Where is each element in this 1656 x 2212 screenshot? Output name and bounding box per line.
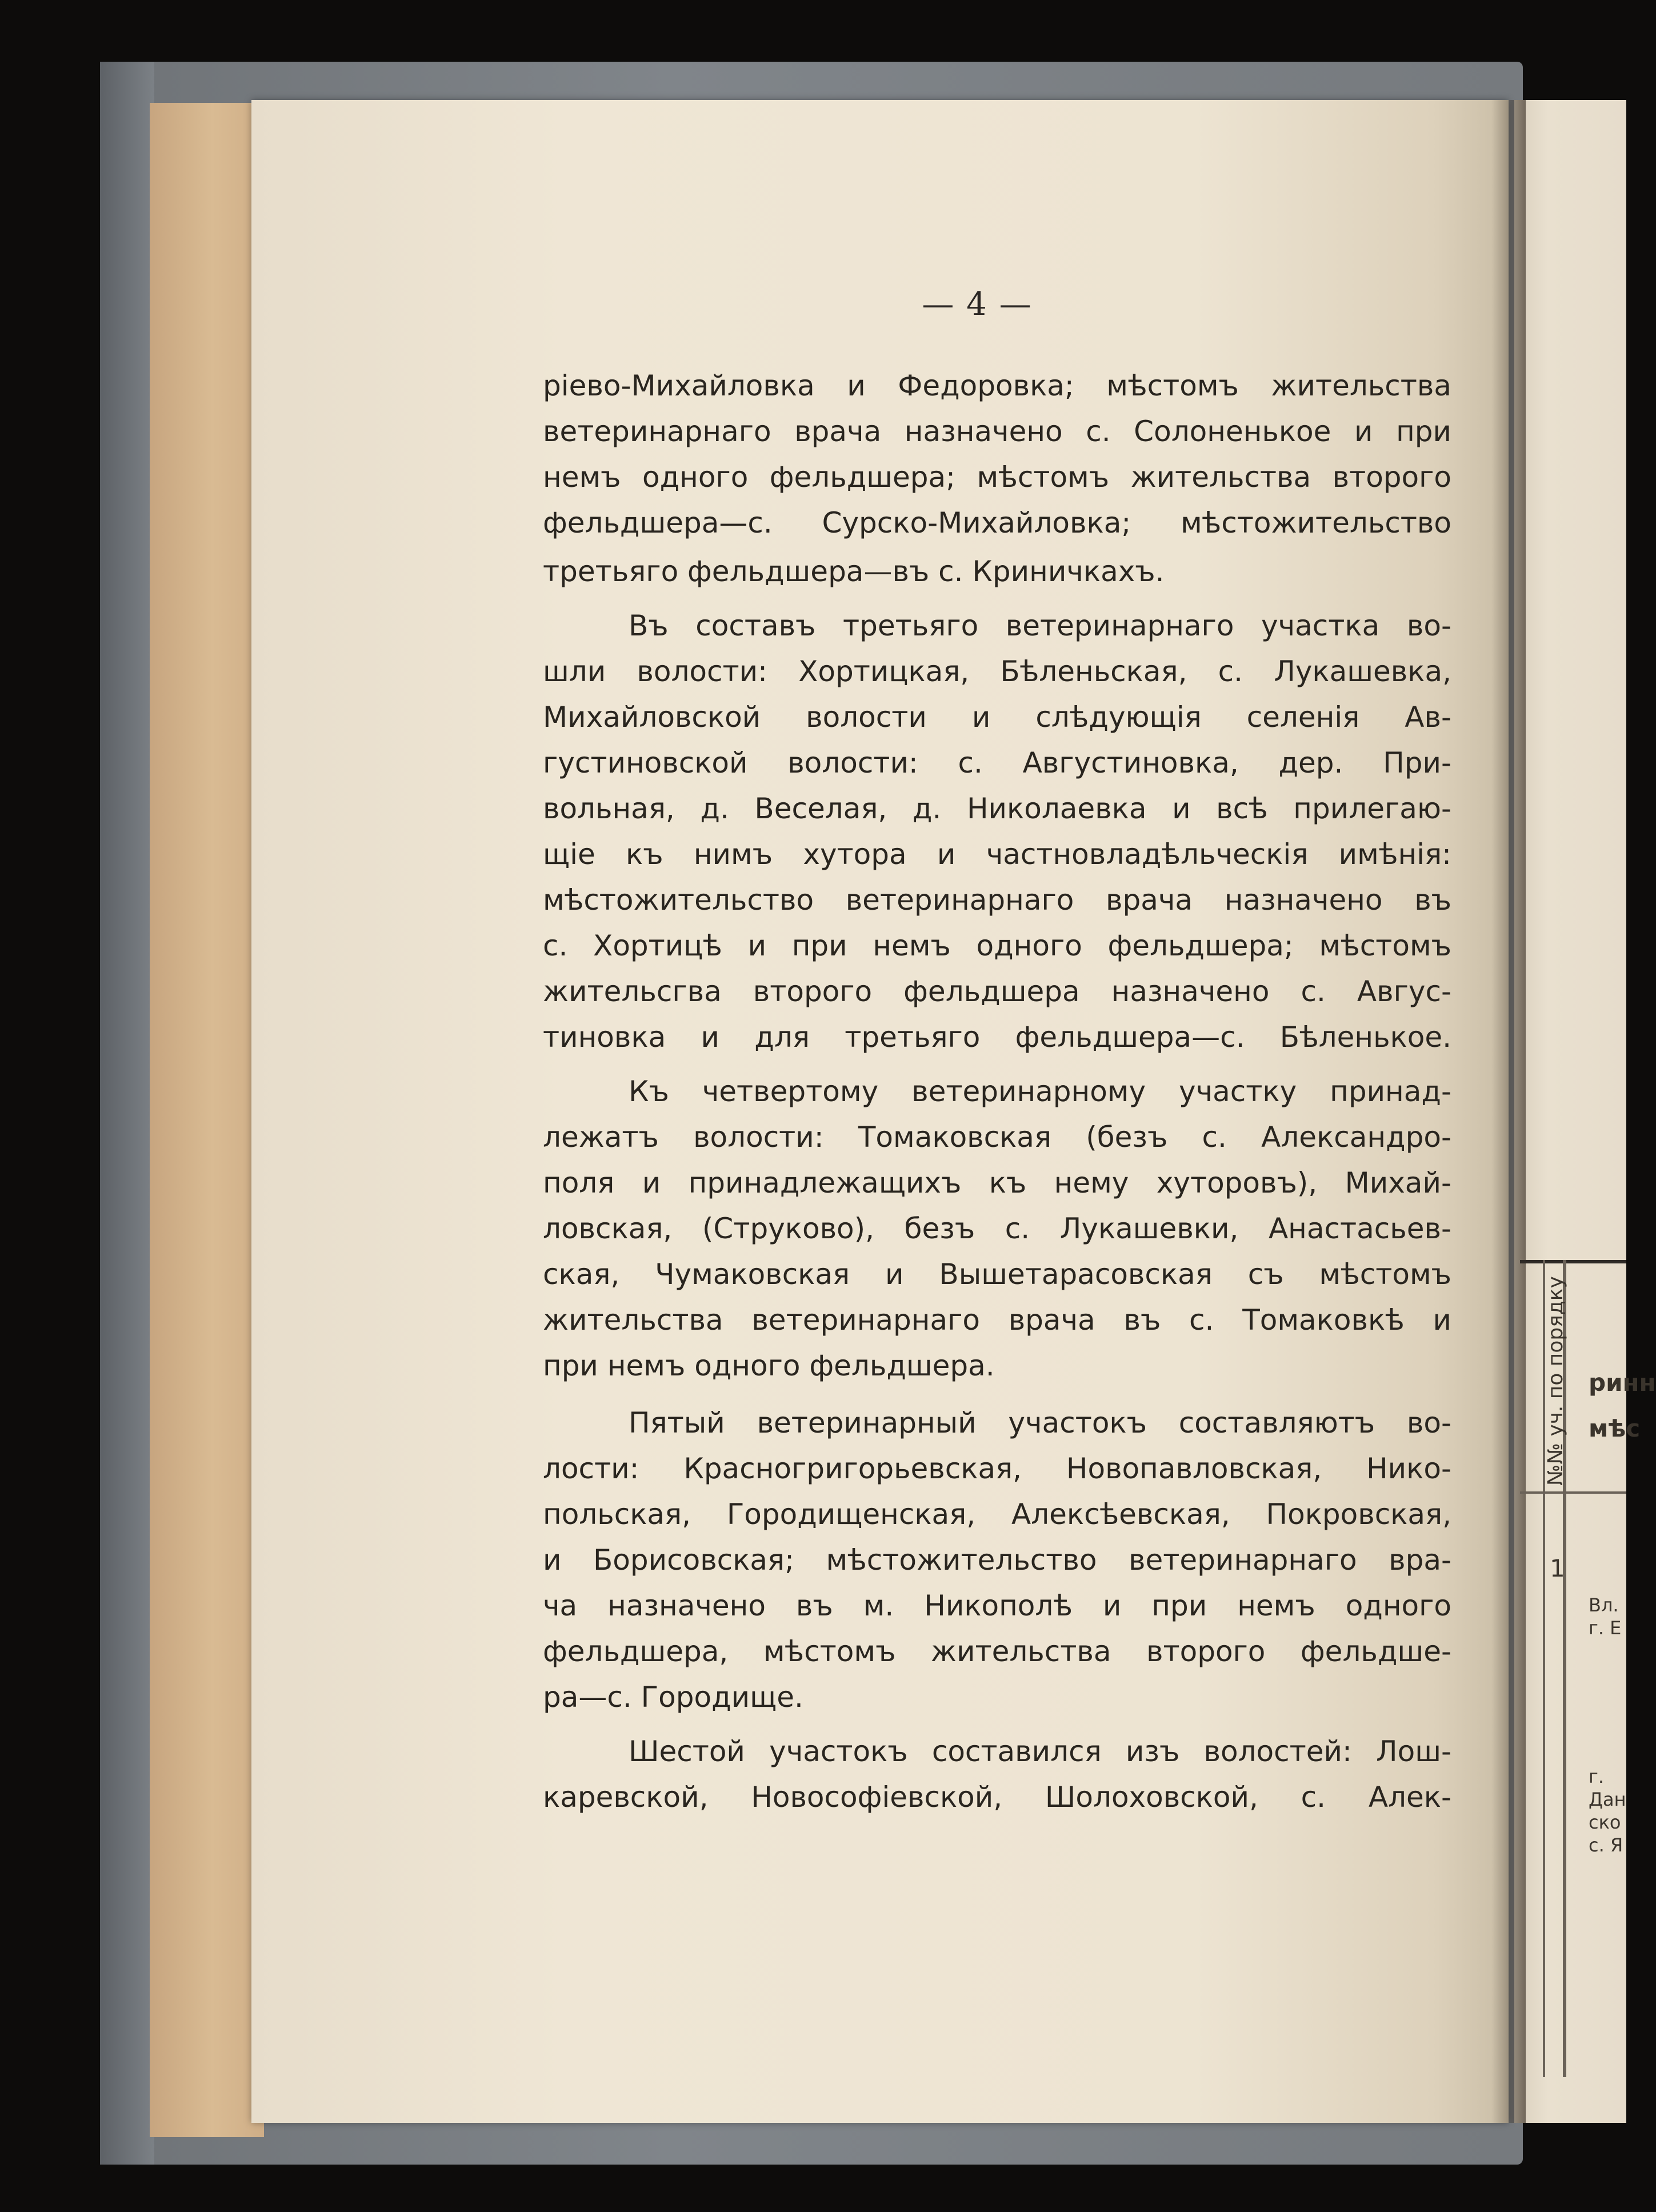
text-line: лежатъ волости: Томаковская (безъ с. Александро- [543, 1121, 1451, 1154]
next-page-fragment: Вл. [1589, 1594, 1619, 1616]
text-line: фельдшера, мѣстомъ жительства второго фельдше- [543, 1635, 1451, 1668]
book-page [251, 100, 1509, 2123]
table-rule [1520, 1491, 1626, 1494]
text-line: вольная, д. Веселая, д. Николаевка и всѣ прилегаю- [543, 792, 1451, 825]
page-number: — 4 — [922, 286, 1033, 323]
text-line: польская, Городищенская, Алексѣевская, Покровская, [543, 1498, 1451, 1531]
text-line: ловская, (Струково), безъ с. Лукашевки, Анастасьев- [543, 1212, 1451, 1245]
text-line: ра—с. Городище. [543, 1681, 803, 1714]
next-page-fragment: г. [1589, 1766, 1604, 1787]
text-line: густиновской волости: с. Августиновка, дер. При- [543, 746, 1451, 779]
text-line: ріево-Михайловка и Федоровка; мѣстомъ жительства [543, 369, 1451, 402]
book-spine [100, 62, 154, 2165]
text-line: с. Хортицѣ и при немъ одного фельдшера; мѣстомъ [543, 929, 1451, 962]
text-line: поля и принадлежащихъ къ нему хуторовъ), Михай- [543, 1166, 1451, 1199]
text-line: жительства ветеринарнаго врача въ с. Томаковкѣ и [543, 1303, 1451, 1337]
text-line: жительсгва второго фельдшера назначено с. Авгус- [543, 975, 1451, 1008]
next-page-fragment: ринн [1589, 1369, 1656, 1397]
text-line: щіе къ нимъ хутора и частновладѣльческія имѣнія: [543, 838, 1451, 871]
text-line: третьяго фельдшера—въ с. Криничкахъ. [543, 555, 1165, 588]
next-page-fragment: г. Е [1589, 1617, 1622, 1639]
table-rule [1520, 1260, 1626, 1263]
text-line: ветеринарнаго врача назначено с. Солоненькое и при [543, 415, 1451, 448]
text-line: тиновка и для третьяго фельдшера—с. Бѣленькое. [543, 1021, 1451, 1054]
row-number: 1 [1550, 1554, 1565, 1582]
text-line: при немъ одного фельдшера. [543, 1349, 995, 1382]
text-line: Въ составъ третьяго ветеринарнаго участка во- [629, 609, 1451, 642]
text-line: немъ одного фельдшера; мѣстомъ жительства второго [543, 461, 1451, 494]
endpaper-strip [150, 103, 264, 2137]
text-line: Пятый ветеринарный участокъ составляютъ во- [629, 1406, 1451, 1439]
text-line: ча назначено въ м. Никополѣ и при немъ одного [543, 1589, 1451, 1622]
page-gutter-shadow [1491, 100, 1526, 2123]
text-line: лости: Красногригорьевская, Новопавловская, Нико- [543, 1452, 1451, 1485]
text-line: фельдшера—с. Сурско-Михайловка; мѣстожительство [543, 506, 1451, 539]
text-line: каревской, Новософіевской, Шолоховской, с. Алек- [543, 1781, 1451, 1814]
text-line: шли волости: Хортицкая, Бѣленьская, с. Лукашевка, [543, 655, 1451, 688]
text-line: Шестой участокъ составился изъ волостей: Лош- [629, 1735, 1451, 1768]
text-line: ская, Чумаковская и Вышетарасовская съ мѣстомъ [543, 1258, 1451, 1291]
next-page-fragment: мѣс [1589, 1414, 1641, 1442]
text-line: Къ четвертому ветеринарному участку принад- [629, 1075, 1451, 1108]
text-line: Михайловской волости и слѣдующія селенія Ав- [543, 701, 1451, 734]
next-page-fragment: ско [1589, 1811, 1621, 1833]
next-page-fragment: Дан [1589, 1789, 1626, 1810]
text-line: мѣстожительство ветеринарнаго врача назначено въ [543, 883, 1451, 917]
text-line: и Борисовская; мѣстожительство ветеринарнаго вра- [543, 1543, 1451, 1577]
next-page-fragment: с. Я [1589, 1834, 1623, 1856]
column-header: №№ уч. по порядку [1544, 1276, 1567, 1486]
